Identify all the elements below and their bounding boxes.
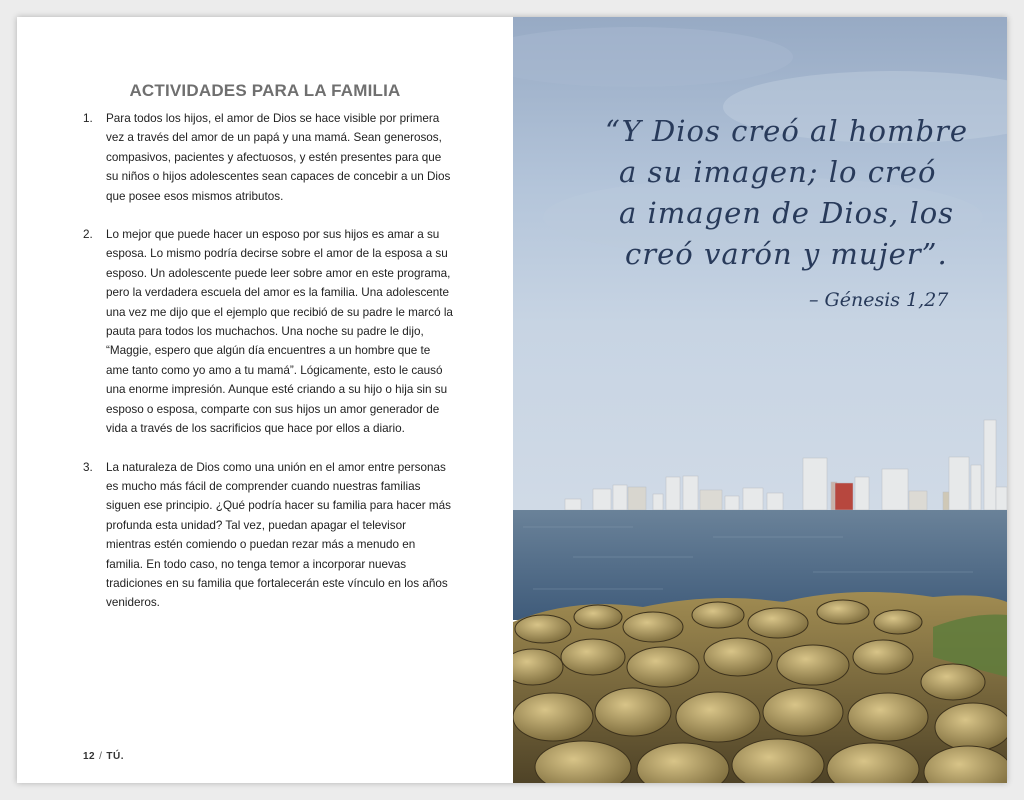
list-item <box>83 458 453 613</box>
item-text: Lo mejor que puede hacer un esposo por sus hijos es amar a su esposa. Lo mismo podría decirse sobre el amor de la esposa a su esposo. Un adolescente puede leer sobre amor en este programa, pero la verdadera escuela del amor es la familia. Una adolescente una vez me dijo que el ejemplo que recibió de su padre le marcó la pauta para todos los muchachos. Una noche su padre le dijo, “Maggie, espero que algún día encuentres a un hombre que te ame tanto como yo amo a tu mamá”. Lógicamente, esto le causó una enorme impresión. Aunque esté criando a su hijo o hija sin su esposo o esposa, comparte con sus hijos un amor generador de vida a través de los sacrificios que hace por ellos a diario. <box>106 228 453 436</box>
item-number: 3. <box>83 460 93 474</box>
quote-line: a imagen de Dios, los <box>619 196 955 230</box>
page-footer <box>83 751 124 762</box>
list-item <box>83 225 453 438</box>
item-text: Para todos los hijos, el amor de Dios se hace visible por primera vez a través del amor de un papá y una mamá. Sean generosos, compasivos, pacientes y afectuosos, y estén presentes para que su niños o hijos adolescentes sean capaces de concebir a un Dios que posee esos mismos atributos. <box>106 112 451 203</box>
quote-line: a su imagen; lo creó <box>619 155 937 189</box>
quote-line: “Y Dios creó al hombre <box>605 114 969 148</box>
item-number: 2. <box>83 228 93 242</box>
book-title: TÚ. <box>106 751 125 762</box>
page-title: ACTIVIDADES PARA LA FAMILIA <box>129 81 401 100</box>
page-number: 12 <box>83 751 96 762</box>
left-page <box>17 17 513 783</box>
activities-list <box>83 109 453 632</box>
item-text: La naturaleza de Dios como una unión en el amor entre personas es mucho más fácil de comprender cuando nuestras familias siguen ese principio. ¿Qué podría hacer su familia para hacer más profunda esta unidad? Tal vez, puedan apagar el televisor mientras estén comiendo o puedan rezar más a menudo en familia. En todo caso, no tenga temor a incorporar nuevas tradiciones en su familia que fortalecerán este vínculo en los años venideros. <box>106 460 451 610</box>
quote-citation: – Génesis 1,27 <box>809 289 949 311</box>
quote-line: creó varón y mujer”. <box>625 237 948 271</box>
item-number: 1. <box>83 112 93 125</box>
footer-separator: / <box>99 751 103 762</box>
list-item <box>83 109 453 206</box>
book-spread <box>17 17 1007 783</box>
bible-quote <box>605 111 985 275</box>
right-page <box>513 17 1007 783</box>
